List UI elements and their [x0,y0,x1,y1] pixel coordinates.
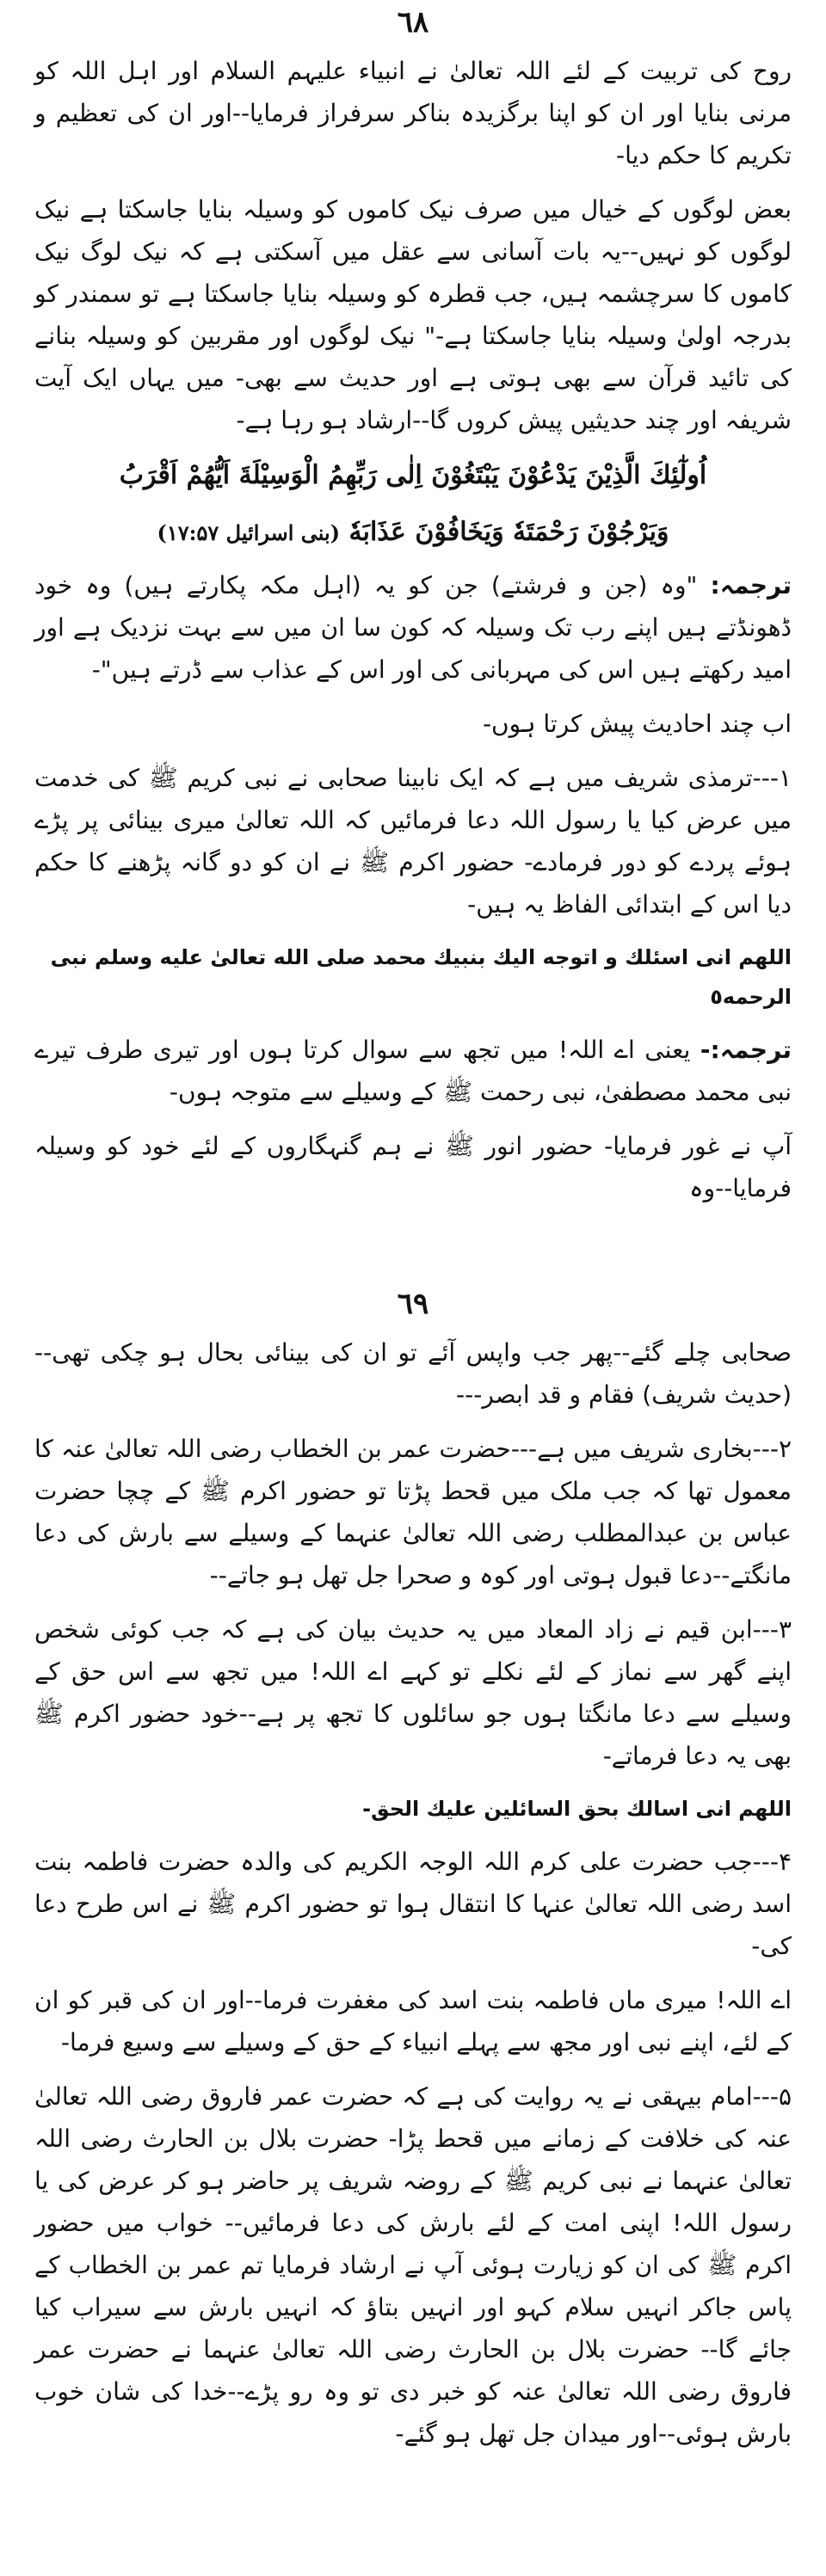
translation-block [34,564,792,691]
translation-label: ترجمہ: [710,571,792,599]
verse-reference: (بنی اسرائیل ۱۷:۵۷) [157,520,341,545]
hadith-4-dua: اے اللہ! میری ماں فاطمہ بنت اسد کی مغفرت فرما--اور ان کی قبر کو ان کے لئے، اپنے نبی اور مجھ سے پہلے انبیاء کے حق کے وسیلے سے وسیع فرما- [34,1986,792,2056]
hadith-4: ۴---جب حضرت علی کرم اللہ الوجہ الکریم کی والدہ حضرت فاطمہ بنت اسد رضی اللہ تعالیٰ عنہا کا انتقال ہوا تو حضور اکرم ﷺ نے اس طرح دعا کی- [34,1847,792,1960]
paragraph-continuation: صحابی چلے گئے--پھر جب واپس آئے تو ان کی بینائی بحال ہو چکی تھی--(حدیث شریف) فقام و قد ابصر--- [34,1338,792,1409]
translation-label-2: ترجمہ:- [700,1036,792,1064]
paragraph-intro: روح کی تربیت کے لئے اللہ تعالیٰ نے انبیاء علیہم السلام اور اہل اللہ کو مرنی بنایا اور ان کو اپنا برگزیدہ بناکر سرفراز فرمایا--اور ان کی تعظیم و تکریم کا حکم دیا- [34,57,792,169]
hadith-intro: اب چند احادیث پیش کرتا ہوں- [482,710,792,738]
hadith-3: ۳---ابن قیم نے زاد المعاد میں یہ حدیث بیان کی ہے کہ جب کوئی شخص اپنے گھر سے نماز کے لئے نکلے تو کہے اے اللہ! میں تجھ سے اس حق کے وسیلے سے دعا مانگتا ہوں جو سائلوں کا تجھ پر ہے--خود حضور اکرم ﷺ بھی یہ دعا فرماتے- [34,1615,792,1770]
page-68 [0,0,826,1282]
hadith-5: ۵---امام بیہقی نے یہ روایت کی ہے کہ حضرت عمر فاروق رضی اللہ تعالیٰ عنہ کی خلافت کے زمانے میں قحط پڑا- حضرت بلال بن الحارث رضی اللہ تعالیٰ عنہما نے نبی کریم ﷺ کے روضہ شریف پر حاضر ہو کر عرض کی یا رسول اللہ! اپنی امت کے لئے بارش کی دعا فرمائیں-- خواب میں حضور اکرم ﷺ کی ان کو زیارت ہوئی آپ نے ارشاد فرمایا تم عمر بن الخطاب کے پاس جاکر انہیں سلام کہو اور انہیں بتاؤ کہ انہیں بارش سے سیراب کیا جائے گا-- حضرت بلال بن الحارث رضی اللہ تعالیٰ عنہما نے حضرت عمر فاروق رضی اللہ تعالیٰ عنہ کو خبر دی تو وہ رو پڑے--خدا کی شان خوب بارش ہوئی--اور میدان جل تھل ہو گئے- [34,2082,792,2448]
paragraph-closing: آپ نے غور فرمایا- حضور انور ﷺ نے ہم گنہگاروں کے لئے خود کو وسیلہ فرمایا--وہ [34,1132,792,1202]
quran-verse-line-2: وَيَرْجُوْنَ رَحْمَتَهٗ وَيَخَافُوْنَ عَذَابَهٗ [348,517,669,547]
quran-verse-line-1: اُولٰٓئِكَ الَّذِيْنَ يَدْعُوْنَ يَبْتَغُوْنَ اِلٰى رَبِّهِمُ الْوَسِيْلَةَ اَيُّهُمْ اَقْرَبُ [119,460,707,490]
translation-text: "وہ (جن و فرشتے) جن کو یہ (اہل مکہ پکارتے ہیں) وہ خود ڈھونڈتے ہیں اپنے رب تک وسیلہ کہ کون سا ان میں سے بہت نزدیک ہے اور امید رکھتے ہیں اس کی مہربانی کی اور اس کے عذاب سے ڈرتے ہیں"- [34,571,792,684]
translation-text-2: یعنی اے اللہ! میں تجھ سے سوال کرتا ہوں اور تیری طرف تیرے نبی محمد مصطفیٰ، نبی رحمت ﷺ کے وسیلے سے متوجہ ہوں- [34,1036,792,1106]
paragraph-argument: بعض لوگوں کے خیال میں صرف نیک کاموں کو وسیلہ بنایا جاسکتا ہے نیک لوگوں کو نہیں--یہ بات آسانی سے عقل میں آسکتی ہے کہ نیک لوگ نیک کاموں کا سرچشمہ ہیں، جب قطرہ کو وسیلہ بنایا جاسکتا ہے تو سمندر کو بدرجہ اولیٰ وسیلہ بنایا جاسکتا ہے-" نیک لوگوں اور مقربین کو وسیلہ بنانے کی تائید قرآن سے بھی ہوتی ہے اور حدیث سے بھی- میں یہاں ایک آیت شریفہ اور چند حدیثیں پیش کروں گا--ارشاد ہو رہا ہے- [34,195,792,434]
page-69 [0,1282,826,2576]
page-number: ٦٨ [397,5,429,40]
dua-2: اللهم انى اسالك بحق السائلين عليك الحق- [362,1797,792,1821]
hadith-1: ۱---ترمذی شریف میں ہے کہ ایک نابینا صحابی نے نبی کریم ﷺ کی خدمت میں عرض کیا یا رسول اللہ دعا فرمائیں کہ اللہ تعالیٰ میری بینائی پر پڑے ہوئے پردے کو دور فرمادے- حضور اکرم ﷺ نے ان کو دو گانہ پڑھنے کا حکم دیا اس کے ابتدائی الفاظ یہ ہیں- [34,764,792,919]
dua-1: اللهم انى اسئلك و اتوجه اليك بنبيك محمد صلى الله تعالىٰ عليه وسلم نبى الرحمه٥ [50,945,792,1009]
translation-block-2 [34,1029,792,1113]
hadith-2: ۲---بخاری شریف میں ہے---حضرت عمر بن الخطاب رضی اللہ تعالیٰ عنہ کا معمول تھا کہ جب ملک میں قحط پڑتا تو حضور اکرم ﷺ کے چچا حضرت عباس بن عبدالمطلب رضی اللہ تعالیٰ عنہما کے وسیلے سے بارش کی دعا مانگتے--دعا قبول ہوتی اور کوہ و صحرا جل تھل ہو جاتے-- [34,1435,792,1589]
page-number: ٦٩ [397,1287,429,1321]
